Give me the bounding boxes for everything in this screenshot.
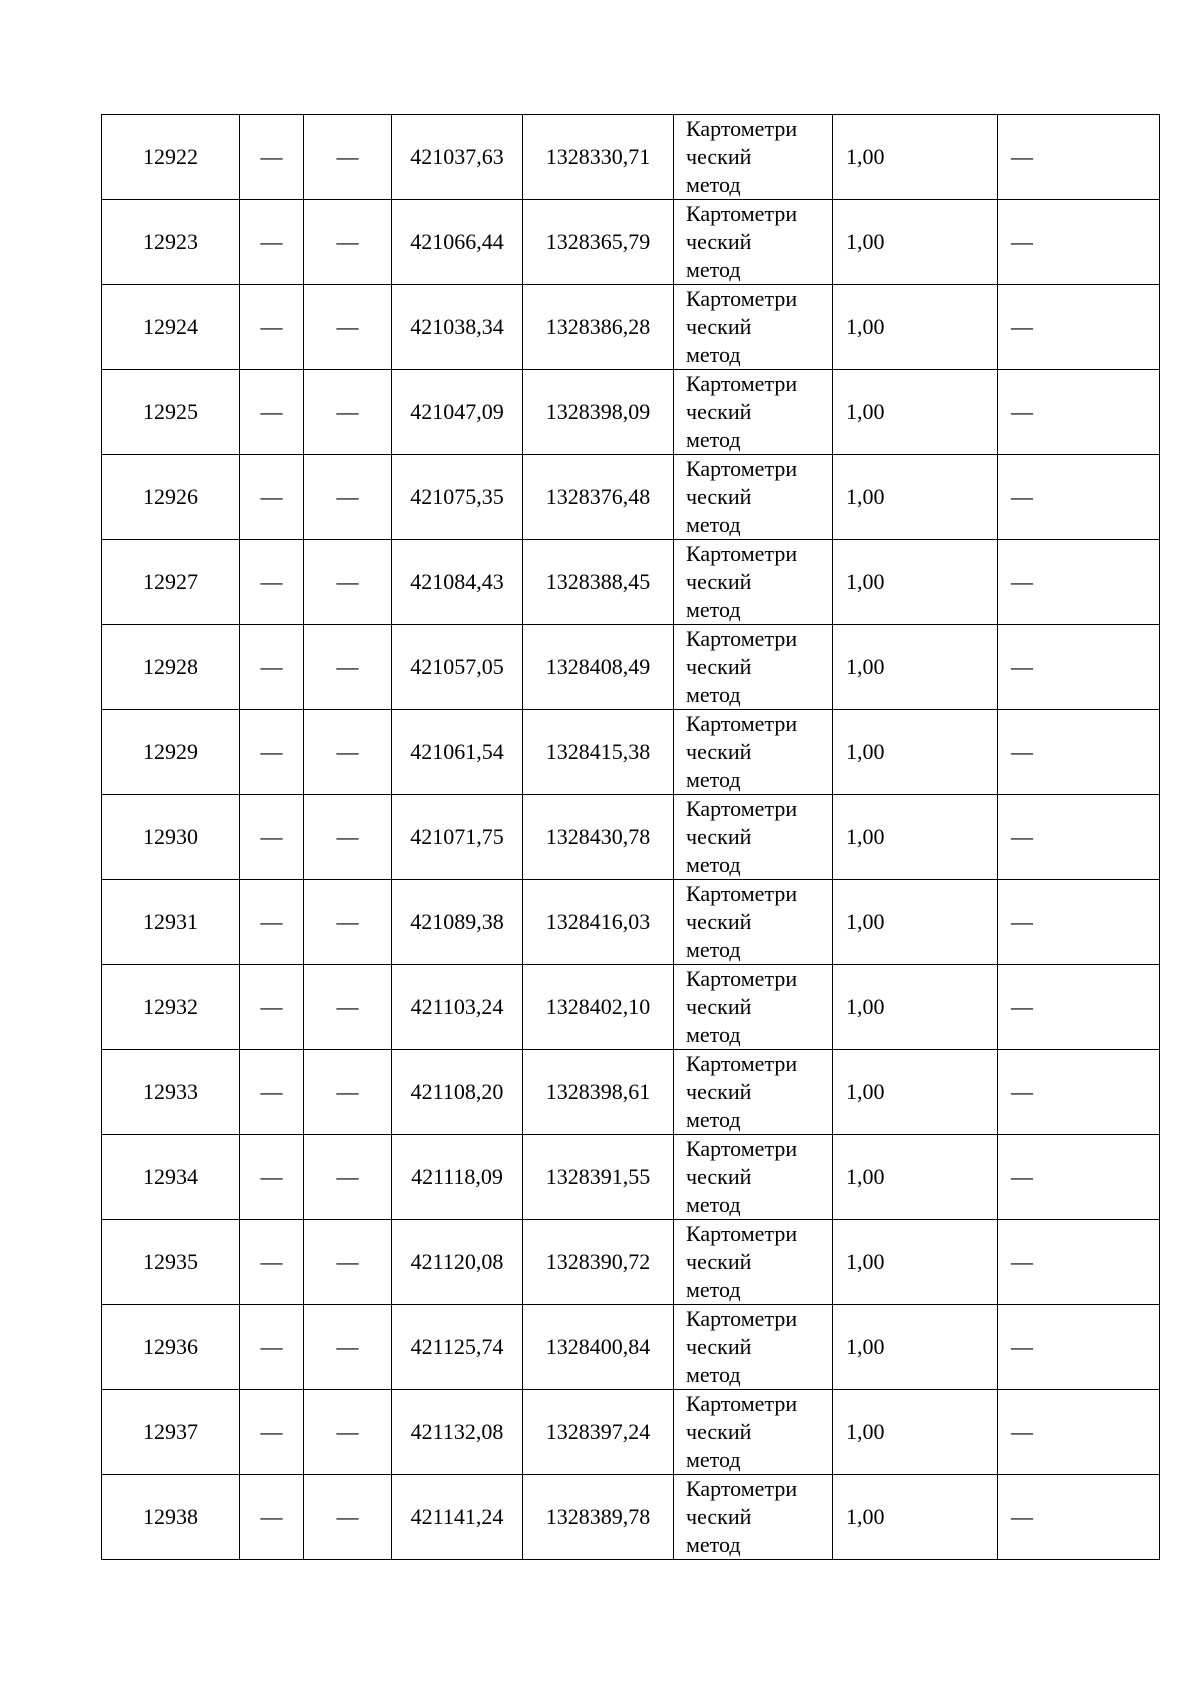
method-line: метод	[686, 1107, 741, 1132]
y-coordinate-cell: 1328365,79	[523, 200, 674, 285]
method-line: ческий	[686, 1334, 752, 1359]
table-row	[102, 710, 1160, 795]
empty-y-cell: —	[304, 625, 392, 710]
empty-x-cell: —	[240, 540, 304, 625]
method-cell	[674, 1135, 833, 1220]
point-number-cell: 12931	[102, 880, 240, 965]
empty-y-cell: —	[304, 200, 392, 285]
y-coordinate-cell: 1328398,61	[523, 1050, 674, 1135]
y-coordinate-cell: 1328415,38	[523, 710, 674, 795]
x-coordinate-cell: 421120,08	[392, 1220, 523, 1305]
method-line: метод	[686, 172, 741, 197]
empty-y-cell: —	[304, 1305, 392, 1390]
method-line: метод	[686, 1447, 741, 1472]
description-cell: —	[998, 1135, 1160, 1220]
empty-y-cell: —	[304, 540, 392, 625]
table-row	[102, 880, 1160, 965]
accuracy-cell: 1,00	[833, 710, 998, 795]
description-cell: —	[998, 710, 1160, 795]
description-cell: —	[998, 370, 1160, 455]
x-coordinate-cell: 421075,35	[392, 455, 523, 540]
x-coordinate-cell: 421047,09	[392, 370, 523, 455]
y-coordinate-cell: 1328408,49	[523, 625, 674, 710]
method-line: ческий	[686, 144, 752, 169]
method-cell	[674, 1475, 833, 1560]
y-coordinate-cell: 1328391,55	[523, 1135, 674, 1220]
table-row	[102, 285, 1160, 370]
table-row	[102, 1305, 1160, 1390]
description-cell: —	[998, 965, 1160, 1050]
table-row	[102, 455, 1160, 540]
method-cell	[674, 1050, 833, 1135]
method-line: метод	[686, 682, 741, 707]
empty-x-cell: —	[240, 1050, 304, 1135]
empty-x-cell: —	[240, 200, 304, 285]
point-number-cell: 12934	[102, 1135, 240, 1220]
method-cell	[674, 625, 833, 710]
method-line: метод	[686, 1022, 741, 1047]
y-coordinate-cell: 1328416,03	[523, 880, 674, 965]
empty-x-cell: —	[240, 625, 304, 710]
point-number-cell: 12937	[102, 1390, 240, 1475]
x-coordinate-cell: 421037,63	[392, 115, 523, 200]
method-line: Картометри	[686, 881, 798, 906]
table-row	[102, 200, 1160, 285]
description-cell: —	[998, 1390, 1160, 1475]
empty-y-cell: —	[304, 1220, 392, 1305]
method-line: ческий	[686, 229, 752, 254]
empty-x-cell: —	[240, 1220, 304, 1305]
x-coordinate-cell: 421057,05	[392, 625, 523, 710]
description-cell: —	[998, 795, 1160, 880]
method-cell	[674, 965, 833, 1050]
method-line: Картометри	[686, 116, 798, 141]
x-coordinate-cell: 421108,20	[392, 1050, 523, 1135]
description-cell: —	[998, 115, 1160, 200]
table-row	[102, 1135, 1160, 1220]
y-coordinate-cell: 1328400,84	[523, 1305, 674, 1390]
empty-x-cell: —	[240, 285, 304, 370]
accuracy-cell: 1,00	[833, 1135, 998, 1220]
empty-y-cell: —	[304, 880, 392, 965]
empty-x-cell: —	[240, 880, 304, 965]
method-line: ческий	[686, 569, 752, 594]
method-line: ческий	[686, 654, 752, 679]
method-line: ческий	[686, 1504, 752, 1529]
method-line: ческий	[686, 994, 752, 1019]
description-cell: —	[998, 540, 1160, 625]
method-line: метод	[686, 852, 741, 877]
point-number-cell: 12930	[102, 795, 240, 880]
x-coordinate-cell: 421061,54	[392, 710, 523, 795]
method-line: метод	[686, 597, 741, 622]
point-number-cell: 12932	[102, 965, 240, 1050]
empty-x-cell: —	[240, 710, 304, 795]
method-cell	[674, 1305, 833, 1390]
x-coordinate-cell: 421038,34	[392, 285, 523, 370]
point-number-cell: 12924	[102, 285, 240, 370]
table-row	[102, 1390, 1160, 1475]
point-number-cell: 12925	[102, 370, 240, 455]
method-cell	[674, 540, 833, 625]
method-line: ческий	[686, 739, 752, 764]
method-line: ческий	[686, 399, 752, 424]
empty-y-cell: —	[304, 1050, 392, 1135]
accuracy-cell: 1,00	[833, 965, 998, 1050]
method-cell	[674, 285, 833, 370]
method-line: Картометри	[686, 371, 798, 396]
point-number-cell: 12936	[102, 1305, 240, 1390]
y-coordinate-cell: 1328397,24	[523, 1390, 674, 1475]
point-number-cell: 12922	[102, 115, 240, 200]
empty-x-cell: —	[240, 1135, 304, 1220]
empty-x-cell: —	[240, 455, 304, 540]
point-number-cell: 12928	[102, 625, 240, 710]
table-row	[102, 795, 1160, 880]
coordinates-table	[101, 114, 1160, 1560]
method-line: Картометри	[686, 1136, 798, 1161]
empty-y-cell: —	[304, 285, 392, 370]
table-row	[102, 1475, 1160, 1560]
method-line: Картометри	[686, 201, 798, 226]
method-cell	[674, 200, 833, 285]
method-line: ческий	[686, 824, 752, 849]
method-line: Картометри	[686, 1391, 798, 1416]
method-cell	[674, 795, 833, 880]
description-cell: —	[998, 1305, 1160, 1390]
method-line: метод	[686, 427, 741, 452]
method-line: Картометри	[686, 1221, 798, 1246]
accuracy-cell: 1,00	[833, 625, 998, 710]
description-cell: —	[998, 1475, 1160, 1560]
y-coordinate-cell: 1328430,78	[523, 795, 674, 880]
method-line: метод	[686, 1362, 741, 1387]
accuracy-cell: 1,00	[833, 1305, 998, 1390]
description-cell: —	[998, 1050, 1160, 1135]
table-row	[102, 540, 1160, 625]
table-row	[102, 370, 1160, 455]
empty-x-cell: —	[240, 795, 304, 880]
x-coordinate-cell: 421089,38	[392, 880, 523, 965]
method-cell	[674, 455, 833, 540]
method-line: Картометри	[686, 541, 798, 566]
empty-x-cell: —	[240, 370, 304, 455]
description-cell: —	[998, 1220, 1160, 1305]
empty-y-cell: —	[304, 795, 392, 880]
accuracy-cell: 1,00	[833, 1390, 998, 1475]
method-line: Картометри	[686, 1476, 798, 1501]
method-line: ческий	[686, 1419, 752, 1444]
method-cell	[674, 1390, 833, 1475]
method-line: Картометри	[686, 1306, 798, 1331]
empty-y-cell: —	[304, 115, 392, 200]
method-line: ческий	[686, 1249, 752, 1274]
method-cell	[674, 710, 833, 795]
method-line: метод	[686, 1192, 741, 1217]
table-row	[102, 965, 1160, 1050]
method-line: метод	[686, 1532, 741, 1557]
y-coordinate-cell: 1328389,78	[523, 1475, 674, 1560]
description-cell: —	[998, 880, 1160, 965]
method-line: метод	[686, 937, 741, 962]
method-line: метод	[686, 1277, 741, 1302]
description-cell: —	[998, 200, 1160, 285]
method-line: Картометри	[686, 286, 798, 311]
accuracy-cell: 1,00	[833, 200, 998, 285]
empty-x-cell: —	[240, 1305, 304, 1390]
accuracy-cell: 1,00	[833, 795, 998, 880]
method-cell	[674, 115, 833, 200]
x-coordinate-cell: 421118,09	[392, 1135, 523, 1220]
method-cell	[674, 370, 833, 455]
accuracy-cell: 1,00	[833, 1220, 998, 1305]
accuracy-cell: 1,00	[833, 285, 998, 370]
x-coordinate-cell: 421066,44	[392, 200, 523, 285]
method-line: метод	[686, 512, 741, 537]
accuracy-cell: 1,00	[833, 540, 998, 625]
point-number-cell: 12935	[102, 1220, 240, 1305]
table-row	[102, 115, 1160, 200]
method-line: Картометри	[686, 711, 798, 736]
empty-y-cell: —	[304, 1475, 392, 1560]
method-line: метод	[686, 257, 741, 282]
table-row	[102, 1220, 1160, 1305]
method-line: ческий	[686, 909, 752, 934]
method-line: Картометри	[686, 1051, 798, 1076]
method-line: Картометри	[686, 456, 798, 481]
method-line: Картометри	[686, 796, 798, 821]
point-number-cell: 12938	[102, 1475, 240, 1560]
empty-x-cell: —	[240, 1390, 304, 1475]
empty-y-cell: —	[304, 370, 392, 455]
point-number-cell: 12926	[102, 455, 240, 540]
point-number-cell: 12923	[102, 200, 240, 285]
point-number-cell: 12929	[102, 710, 240, 795]
accuracy-cell: 1,00	[833, 455, 998, 540]
y-coordinate-cell: 1328390,72	[523, 1220, 674, 1305]
point-number-cell: 12933	[102, 1050, 240, 1135]
method-line: ческий	[686, 1164, 752, 1189]
accuracy-cell: 1,00	[833, 1475, 998, 1560]
empty-y-cell: —	[304, 1390, 392, 1475]
description-cell: —	[998, 625, 1160, 710]
x-coordinate-cell: 421103,24	[392, 965, 523, 1050]
y-coordinate-cell: 1328376,48	[523, 455, 674, 540]
accuracy-cell: 1,00	[833, 880, 998, 965]
method-line: метод	[686, 342, 741, 367]
table-row	[102, 625, 1160, 710]
method-line: Картометри	[686, 626, 798, 651]
empty-y-cell: —	[304, 965, 392, 1050]
x-coordinate-cell: 421071,75	[392, 795, 523, 880]
y-coordinate-cell: 1328330,71	[523, 115, 674, 200]
accuracy-cell: 1,00	[833, 115, 998, 200]
empty-y-cell: —	[304, 710, 392, 795]
point-number-cell: 12927	[102, 540, 240, 625]
method-line: метод	[686, 767, 741, 792]
x-coordinate-cell: 421141,24	[392, 1475, 523, 1560]
empty-y-cell: —	[304, 1135, 392, 1220]
y-coordinate-cell: 1328386,28	[523, 285, 674, 370]
method-line: ческий	[686, 484, 752, 509]
method-line: ческий	[686, 1079, 752, 1104]
table-body	[102, 115, 1160, 1560]
accuracy-cell: 1,00	[833, 1050, 998, 1135]
accuracy-cell: 1,00	[833, 370, 998, 455]
x-coordinate-cell: 421132,08	[392, 1390, 523, 1475]
method-line: ческий	[686, 314, 752, 339]
empty-x-cell: —	[240, 965, 304, 1050]
table-row	[102, 1050, 1160, 1135]
x-coordinate-cell: 421084,43	[392, 540, 523, 625]
method-cell	[674, 880, 833, 965]
empty-x-cell: —	[240, 1475, 304, 1560]
y-coordinate-cell: 1328398,09	[523, 370, 674, 455]
empty-x-cell: —	[240, 115, 304, 200]
description-cell: —	[998, 285, 1160, 370]
method-cell	[674, 1220, 833, 1305]
empty-y-cell: —	[304, 455, 392, 540]
x-coordinate-cell: 421125,74	[392, 1305, 523, 1390]
y-coordinate-cell: 1328402,10	[523, 965, 674, 1050]
description-cell: —	[998, 455, 1160, 540]
y-coordinate-cell: 1328388,45	[523, 540, 674, 625]
method-line: Картометри	[686, 966, 798, 991]
